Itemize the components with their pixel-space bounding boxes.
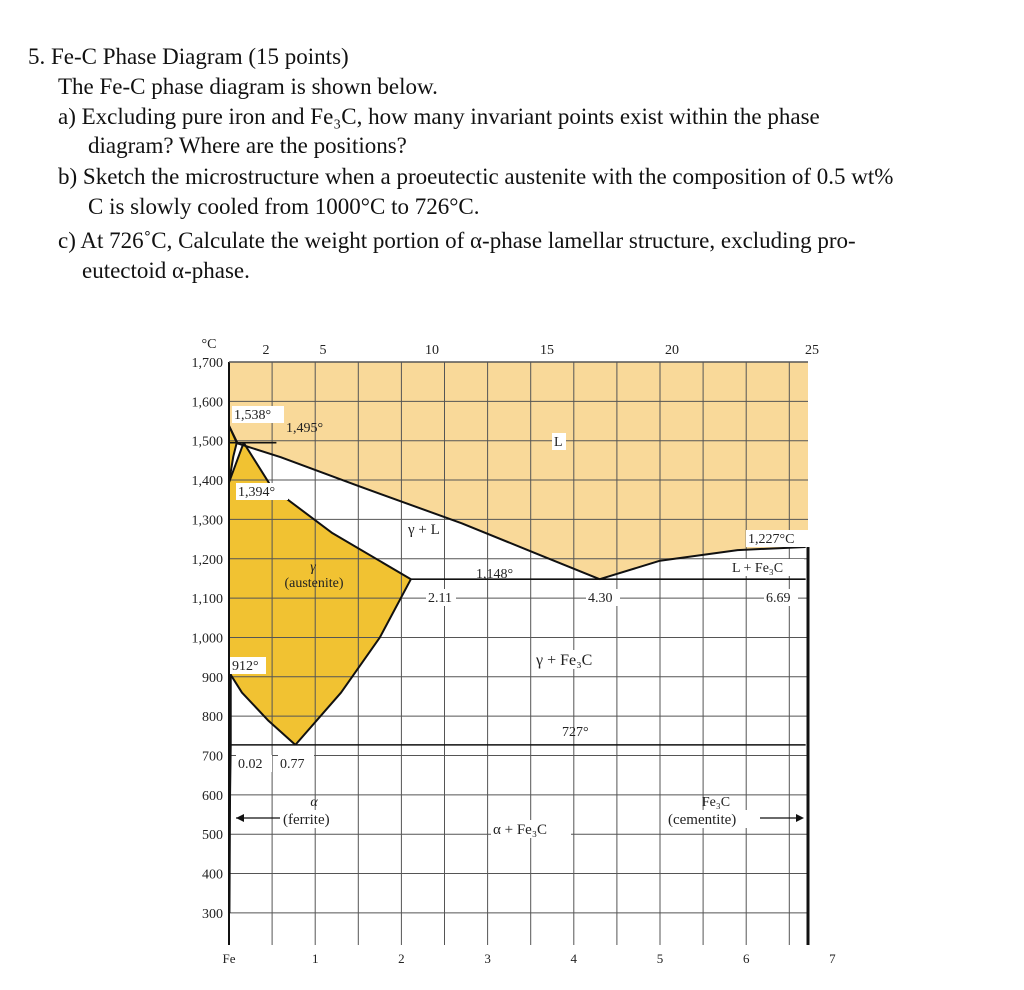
y-tick-label-500: 500: [202, 828, 223, 844]
label-liquid: L: [554, 435, 563, 450]
label-cementite-formula: Fe₃C: [701, 795, 731, 810]
annotation-1227: 1,227°C: [748, 532, 795, 547]
question-c-line1: c) At 726˚C, Calculate the weight portion of α-phase lamellar structure, excluding pro-: [58, 228, 856, 253]
label-austenite-symbol: γ: [310, 560, 316, 575]
bottom-tick-label-4: 4: [570, 951, 578, 966]
top-tick-label-2: 2: [262, 343, 270, 358]
top-tick-label-25: 25: [805, 343, 819, 358]
y-tick-label-800: 800: [202, 710, 223, 726]
annotation-1495: 1,495°: [286, 421, 324, 436]
y-tick-label-400: 400: [202, 867, 223, 883]
label-gamma-cementite: γ + Fe₃C: [536, 652, 593, 669]
top-tick-label-15: 15: [540, 343, 554, 358]
bottom-tick-label-3: 3: [484, 951, 491, 966]
question-b-line1: b) Sketch the microstructure when a proeutectic austenite with the composition of 0.5 wt%: [58, 164, 894, 189]
label-liquid-cementite: L + Fe₃C: [732, 561, 784, 576]
top-tick-label-20: 20: [665, 343, 679, 358]
top-tick-label-10: 10: [425, 343, 439, 358]
y-tick-label-1200: 1,200: [191, 552, 223, 568]
annotation-1394: 1,394°: [238, 485, 276, 500]
annotation-1538: 1,538°: [234, 408, 272, 423]
annotation-6-69: 6.69: [766, 591, 791, 606]
label-gamma-liquid: γ + L: [408, 522, 440, 538]
annotation-4-30: 4.30: [588, 591, 613, 606]
y-tick-label-1100: 1,100: [191, 592, 223, 608]
y-tick-label-900: 900: [202, 670, 223, 686]
y-tick-label-600: 600: [202, 788, 223, 804]
y-tick-label-1500: 1,500: [191, 434, 223, 450]
bottom-tick-label-1: 1: [311, 951, 319, 966]
bottom-tick-label-5: 5: [656, 951, 664, 966]
y-tick-label-1000: 1,000: [191, 631, 223, 647]
question-intro: The Fe-C phase diagram is shown below.: [58, 74, 438, 99]
label-ferrite-symbol: α: [310, 795, 318, 810]
question-c-line2: eutectoid α-phase.: [82, 258, 250, 283]
bottom-tick-label-7: 7: [829, 951, 836, 966]
bottom-tick-label-2: 2: [398, 951, 405, 966]
annotation-727: 727°: [562, 725, 589, 740]
y-tick-label-1400: 1,400: [191, 474, 223, 490]
ferrite-arrowhead: [236, 814, 244, 822]
temperature-unit-label: °C: [201, 337, 217, 352]
annotation-1148: 1,148°: [476, 567, 514, 582]
annotation-0-77: 0.77: [280, 757, 305, 772]
annotation-912: 912°: [232, 659, 259, 674]
y-tick-label-700: 700: [202, 749, 223, 765]
label-ferrite-name: (ferrite): [283, 812, 330, 828]
y-tick-label-1300: 1,300: [191, 513, 223, 529]
bottom-tick-label-0: Fe: [222, 951, 236, 966]
label-austenite-name: (austenite): [284, 576, 344, 591]
y-tick-label-300: 300: [202, 906, 223, 922]
label-cementite-name: (cementite): [668, 812, 737, 828]
question-a-line2: diagram? Where are the positions?: [88, 133, 407, 158]
question-title: 5. Fe-C Phase Diagram (15 points): [28, 44, 349, 69]
y-tick-label-1600: 1,600: [191, 395, 223, 411]
bottom-tick-label-6: 6: [742, 951, 750, 966]
question-b-line2: C is slowly cooled from 1000°C to 726°C.: [88, 194, 480, 219]
annotation-0-02: 0.02: [238, 757, 263, 772]
top-tick-label-5: 5: [319, 343, 327, 358]
cementite-arrowhead: [796, 814, 804, 822]
question-a-line1: a) Excluding pure iron and Fe₃C, how many invariant points exist within the phase: [58, 104, 820, 129]
annotation-2-11: 2.11: [428, 591, 452, 606]
y-tick-label-1700: 1,700: [191, 356, 223, 371]
label-alpha-cementite: α + Fe₃C: [493, 822, 548, 838]
